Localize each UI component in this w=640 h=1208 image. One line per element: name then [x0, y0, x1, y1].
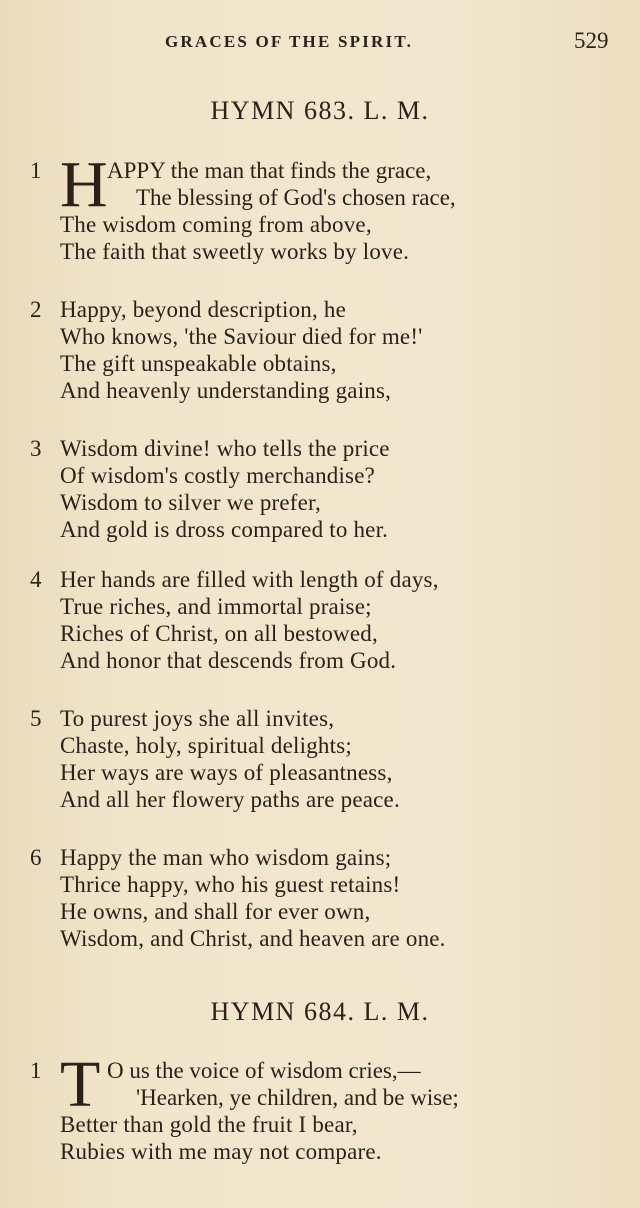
stanza-number: 4 — [30, 567, 42, 592]
page-number: 529 — [574, 28, 609, 53]
hymn-683-heading: HYMN 683. L. M. — [210, 96, 430, 125]
drop-cap: T — [60, 1048, 101, 1121]
stanza-number: 5 — [30, 706, 42, 731]
stanza-line: O us the voice of wisdom cries,— — [107, 1058, 421, 1083]
stanza-line: And gold is dross compared to her. — [60, 517, 389, 542]
stanza-number: 1 — [30, 158, 42, 183]
stanza-line: True riches, and immortal praise; — [60, 594, 372, 619]
stanza-line: APPY the man that finds the grace, — [107, 158, 432, 183]
stanza-line: Her ways are ways of pleasantness, — [60, 760, 393, 785]
stanza-line: Of wisdom's costly merchandise? — [60, 463, 376, 488]
drop-cap: H — [60, 148, 108, 221]
stanza-line: Wisdom to silver we prefer, — [60, 490, 321, 515]
stanza-line: Riches of Christ, on all bestowed, — [60, 621, 378, 646]
stanza-line: The gift unspeakable obtains, — [60, 351, 337, 376]
running-head — [0, 28, 640, 56]
stanza-line: And heavenly understanding gains, — [60, 378, 392, 403]
running-title: GRACES OF THE SPIRIT. — [165, 32, 414, 51]
stanza-line: Better than gold the fruit I bear, — [60, 1112, 358, 1137]
stanza-line: To purest joys she all invites, — [60, 706, 335, 731]
stanza-line: The blessing of God's chosen race, — [136, 185, 456, 210]
stanza-line: Happy, beyond description, he — [60, 297, 346, 322]
stanza-line: He owns, and shall for ever own, — [60, 899, 371, 924]
stanza-number: 2 — [30, 297, 42, 322]
stanza-number: 1 — [30, 1058, 42, 1083]
stanza-line: Rubies with me may not compare. — [60, 1139, 382, 1164]
stanza-line: Wisdom divine! who tells the price — [60, 436, 390, 461]
stanza-line: The faith that sweetly works by love. — [60, 239, 410, 264]
stanza-number: 6 — [30, 845, 42, 870]
stanza-line: Who knows, 'the Saviour died for me!' — [60, 324, 423, 349]
stanza-line: And honor that descends from God. — [60, 648, 397, 673]
stanza-line: Wisdom, and Christ, and heaven are one. — [60, 926, 446, 951]
stanza-line: Thrice happy, who his guest retains! — [60, 872, 401, 897]
stanza-line: Her hands are filled with length of days, — [60, 567, 439, 592]
hymn-684-heading: HYMN 684. L. M. — [210, 997, 430, 1026]
stanza-line: The wisdom coming from above, — [60, 212, 372, 237]
stanza-line: And all her flowery paths are peace. — [60, 787, 400, 812]
stanza-line: 'Hearken, ye children, and be wise; — [136, 1085, 459, 1110]
stanza-line: Happy the man who wisdom gains; — [60, 845, 392, 870]
stanza-number: 3 — [30, 436, 42, 461]
stanza-line: Chaste, holy, spiritual delights; — [60, 733, 352, 758]
